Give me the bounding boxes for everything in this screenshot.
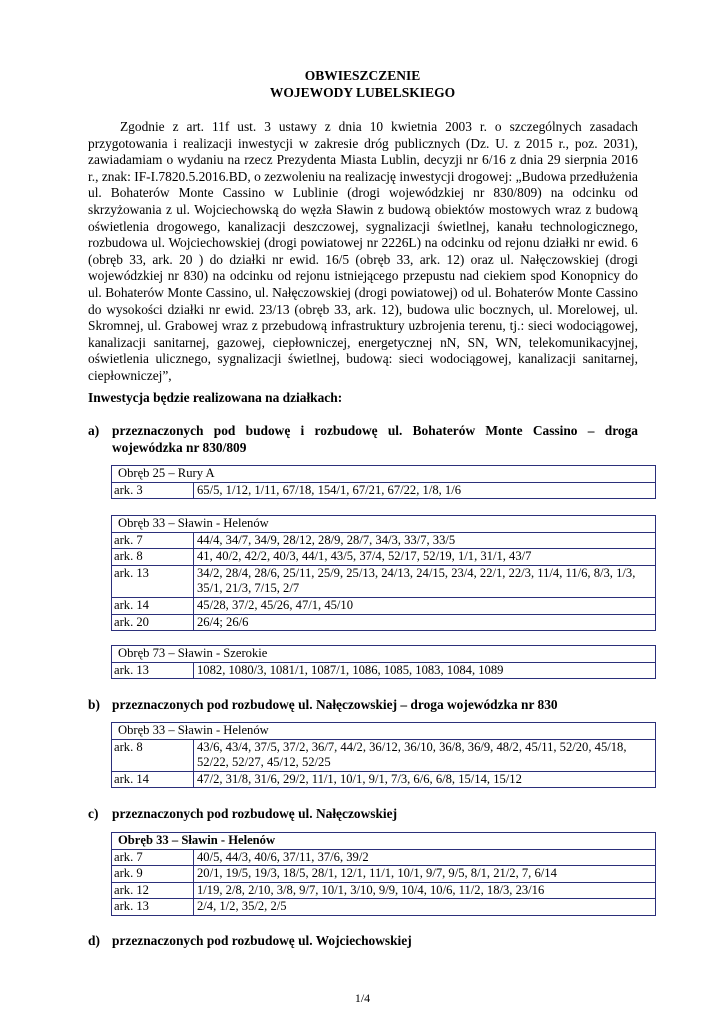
plots-cell: 44/4, 34/7, 34/9, 28/12, 28/9, 28/7, 34/3, 33/7, 33/5 <box>194 532 656 549</box>
table-obreb-73 <box>111 645 656 679</box>
intro-text: Zgodnie z art. 11f ust. 3 ustawy z dnia 10 kwietnia 2003 r. o szczególnych zasadach przygotowania i realizacji inwestycji w zakresie dróg publicznych (Dz. U. z 2015 r., poz. 2031), zawiadamiam o wydaniu na rzecz Prezydenta Miasta Lublin, decyzji nr 6/16 z dnia 29 sierpnia 2016 r., znak: IF-I.7820.5.2016.BD, o zezwoleniu na realizację inwestycji drogowej: „Budowa przedłużenia ul. Bohaterów Monte Cassino w Lublinie (drogi wojewódzkiej nr 830/809) na odcinku od skrzyżowania z ul. Wojciechowską do węzła Sławin z budową obiektów mostowych wraz z budową oświetlenia drogowego, kanalizacji deszczowej, sygnalizacji świetlnej, kanału technologicznego, rozbudowa ul. Wojciechowskiej (drogi powiatowej nr 2226L) na odcinku od rejonu działki nr ewid. 6 (obręb 33, ark. 20 ) do działki nr ewid. 16/5 (obręb 33, ark. 12) oraz ul. Nałęczowskiej (drogi wojewódzkiej nr 830) na odcinku od rejonu istniejącego przepustu nad ciekiem spod Konopnicy do ul. Bohaterów Monte Cassino, ul. Nałęczowskiej (drogi powiatowej) od ul. Bohaterów Monte Cassino do wysokości działki nr ewid. 23/13 (obręb 33, ark. 12), budowa ulic bocznych, ul. Morelowej, ul. Skromnej, ul. Grabowej wraz z przebudową infrastruktury uzbrojenia terenu, tj.: sieci wodociągowej, kanalizacji sanitarnej, gazowej, ciepłowniczej, energetycznej nN, SN, WN, telekomunikacyjnej, oświetlenia ulicznego, sygnalizacji świetlnej, budową: sieci wodociągowej, kanalizacji sanitarnej, ciepłowniczej”, <box>88 119 638 383</box>
table-row <box>112 739 656 771</box>
ark-cell: ark. 13 <box>112 565 194 597</box>
section-b-heading <box>88 697 638 714</box>
ark-cell: ark. 7 <box>112 532 194 549</box>
table-row <box>112 482 656 499</box>
table-row <box>112 849 656 866</box>
title-line-1: OBWIESZCZENIE <box>304 68 421 83</box>
plots-cell: 1082, 1080/3, 1081/1, 1087/1, 1086, 1085, 1083, 1084, 1089 <box>194 662 656 679</box>
plots-cell: 1/19, 2/8, 2/10, 3/8, 9/7, 10/1, 3/10, 9/9, 10/4, 10/6, 11/2, 18/3, 23/16 <box>194 882 656 899</box>
ark-cell: ark. 7 <box>112 849 194 866</box>
investment-heading: Inwestycja będzie realizowana na działkach: <box>88 390 343 405</box>
intro-paragraph <box>88 119 638 385</box>
plots-cell: 43/6, 43/4, 37/5, 37/2, 36/7, 44/2, 36/12, 36/10, 36/8, 36/9, 48/2, 45/11, 52/20, 45/18, 52/22, 52/27, 45/12, 52/25 <box>194 739 656 771</box>
section-d-letter: d) <box>88 933 100 948</box>
table-obreb-25 <box>111 465 656 499</box>
table-row <box>112 565 656 597</box>
ark-cell: ark. 20 <box>112 614 194 631</box>
table-header: Obręb 33 – Sławin - Helenów <box>112 516 656 533</box>
ark-cell: ark. 13 <box>112 899 194 916</box>
section-d-heading <box>88 933 638 950</box>
plots-cell: 34/2, 28/4, 28/6, 25/11, 25/9, 25/13, 24/13, 24/15, 23/4, 22/1, 22/3, 11/4, 11/6, 8/3, 1/3, 35/1, 21/3, 7/15, 2/7 <box>194 565 656 597</box>
ark-cell: ark. 3 <box>112 482 194 499</box>
ark-cell: ark. 12 <box>112 882 194 899</box>
ark-cell: ark. 13 <box>112 662 194 679</box>
page-number: 1/4 <box>354 991 371 1005</box>
table-row <box>112 614 656 631</box>
ark-cell: ark. 14 <box>112 597 194 614</box>
table-header: Obręb 33 – Sławin - Helenów <box>112 833 656 850</box>
section-b-title: przeznaczonych pod rozbudowę ul. Nałęczowskiej – droga wojewódzka nr 830 <box>112 697 558 712</box>
plots-cell: 26/4; 26/6 <box>194 614 656 631</box>
table-header: Obręb 25 – Rury A <box>112 466 656 483</box>
table-row <box>112 549 656 566</box>
table-row <box>112 866 656 883</box>
section-c-letter: c) <box>88 806 99 821</box>
section-a-title: przeznaczonych pod budowę i rozbudowę ul. Bohaterów Monte Cassino – droga wojewódzka nr 830/809 <box>112 423 638 455</box>
document-title <box>0 67 725 101</box>
section-c-title: przeznaczonych pod rozbudowę ul. Nałęczowskiej <box>112 806 398 821</box>
table-row <box>112 882 656 899</box>
section-a-heading <box>88 423 638 456</box>
table-obreb-33 <box>111 515 656 631</box>
section-a-letter: a) <box>88 423 100 438</box>
plots-cell: 41, 40/2, 42/2, 40/3, 44/1, 43/5, 37/4, 52/17, 52/19, 1/1, 31/1, 43/7 <box>194 549 656 566</box>
section-b-letter: b) <box>88 697 100 712</box>
table-obreb-33-c <box>111 832 656 916</box>
section-c-heading <box>88 806 638 823</box>
ark-cell: ark. 8 <box>112 739 194 771</box>
ark-cell: ark. 14 <box>112 771 194 788</box>
plots-cell: 65/5, 1/12, 1/11, 67/18, 154/1, 67/21, 67/22, 1/8, 1/6 <box>194 482 656 499</box>
table-row <box>112 771 656 788</box>
table-obreb-33-b <box>111 722 656 788</box>
plots-cell: 40/5, 44/3, 40/6, 37/11, 37/6, 39/2 <box>194 849 656 866</box>
plots-cell: 47/2, 31/8, 31/6, 29/2, 11/1, 10/1, 9/1, 7/3, 6/6, 6/8, 15/14, 15/12 <box>194 771 656 788</box>
table-row <box>112 899 656 916</box>
table-header: Obręb 73 – Sławin - Szerokie <box>112 646 656 663</box>
plots-cell: 20/1, 19/5, 19/3, 18/5, 28/1, 12/1, 11/1, 10/1, 9/7, 9/5, 8/1, 21/2, 7, 6/14 <box>194 866 656 883</box>
ark-cell: ark. 9 <box>112 866 194 883</box>
table-row <box>112 532 656 549</box>
table-row <box>112 597 656 614</box>
plots-cell: 45/28, 37/2, 45/26, 47/1, 45/10 <box>194 597 656 614</box>
plots-cell: 2/4, 1/2, 35/2, 2/5 <box>194 899 656 916</box>
section-d-title: przeznaczonych pod rozbudowę ul. Wojciechowskiej <box>112 933 412 948</box>
ark-cell: ark. 8 <box>112 549 194 566</box>
title-line-2: WOJEWODY LUBELSKIEGO <box>269 85 456 100</box>
table-header: Obręb 33 – Sławin - Helenów <box>112 723 656 740</box>
table-row <box>112 662 656 679</box>
